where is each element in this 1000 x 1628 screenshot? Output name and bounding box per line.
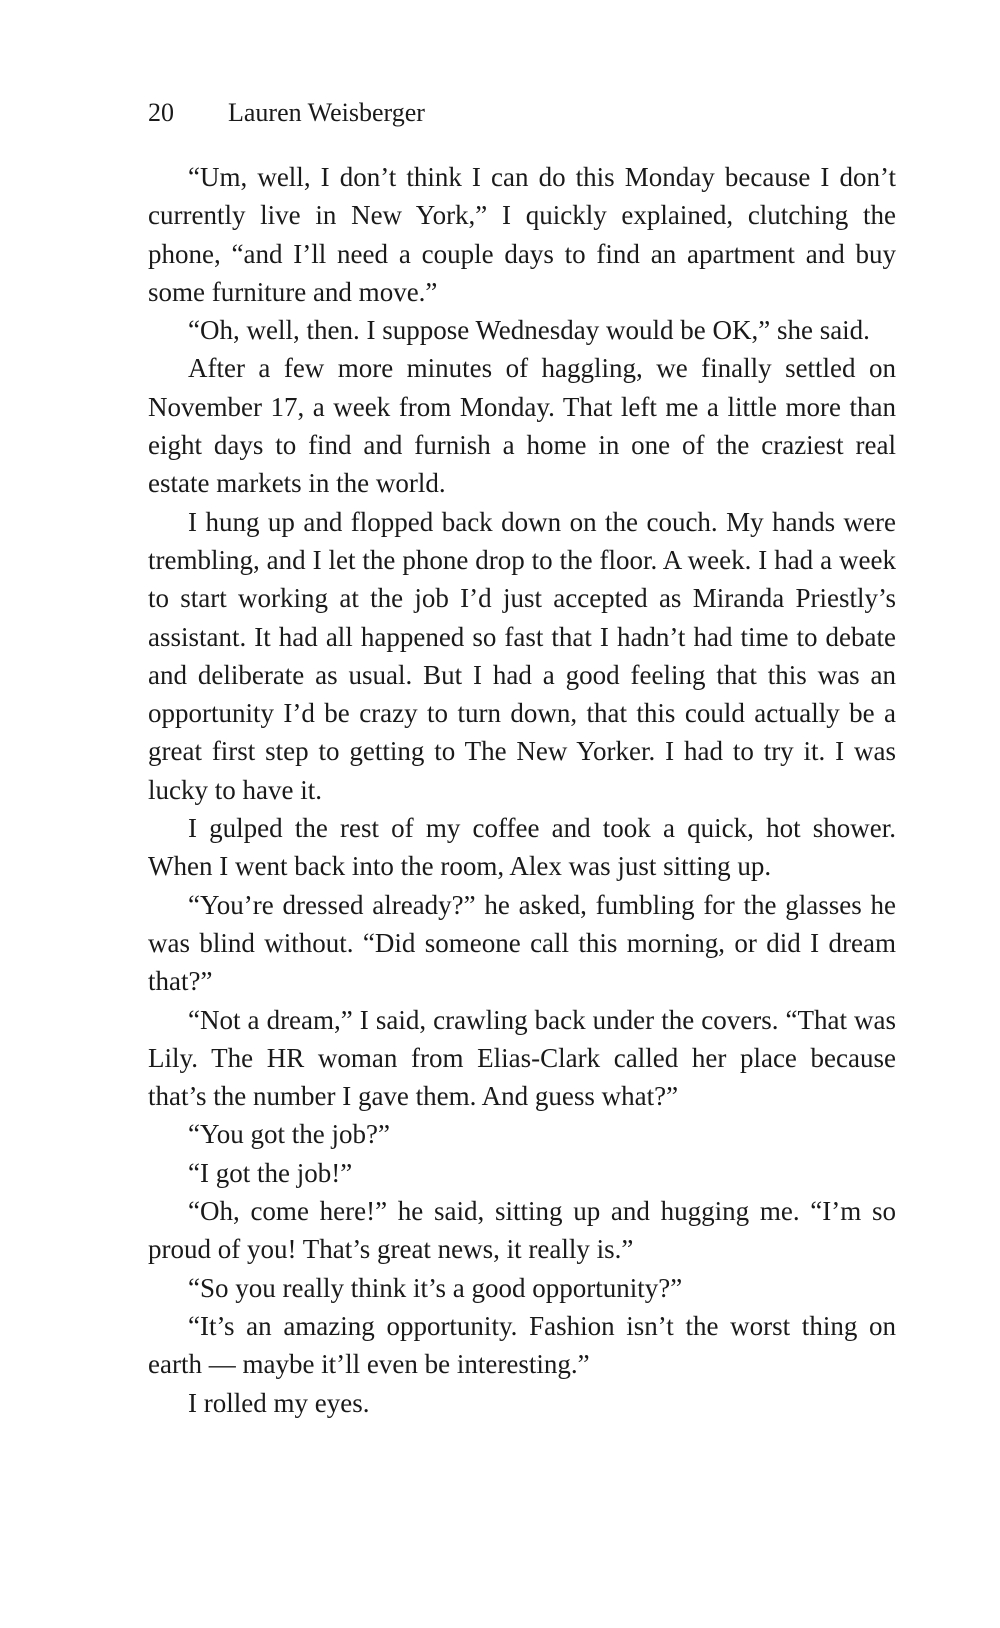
running-head: [148, 96, 425, 130]
paragraph: “You’re dressed already?” he asked, fumbling for the glasses he was blind without. “Did someone call this morning, or did I dream that?”: [148, 889, 896, 997]
paragraph: “Um, well, I don’t think I can do this Monday because I don’t currently live in New York,” I quickly explained, clutching the phone, “and I’ll need a couple days to find an apartment and buy some furniture and move.”: [148, 162, 896, 307]
body-text: [148, 158, 896, 1422]
paragraph: I hung up and flopped back down on the couch. My hands were trembling, and I let the phone drop to the floor. A week. I had a week to start working at the job I’d just accepted as Miranda Priestly’s assistant. It had all happened so fast that I hadn’t had time to debate and deliberate as usual. But I had a good feeling that this was an opportunity I’d be crazy to turn down, that this could actually be a great first step to getting to The New Yorker. I had to try it. I was lucky to have it.: [148, 506, 896, 805]
paragraph: “You got the job?”: [188, 1119, 390, 1150]
paragraph: I rolled my eyes.: [188, 1387, 370, 1418]
paragraph: “Oh, well, then. I suppose Wednesday would be OK,” she said.: [188, 315, 870, 346]
paragraph: “So you really think it’s a good opportunity?”: [188, 1272, 683, 1303]
page-number: 20: [148, 98, 174, 127]
author-name: Lauren Weisberger: [228, 98, 425, 127]
paragraph: I gulped the rest of my coffee and took a quick, hot shower. When I went back into the room, Alex was just sitting up.: [148, 813, 896, 882]
paragraph: “It’s an amazing opportunity. Fashion isn’t the worst thing on earth — maybe it’ll even be interesting.”: [148, 1310, 896, 1380]
paragraph: After a few more minutes of haggling, we finally settled on November 17, a week from Monday. That left me a little more than eight days to find and furnish a home in one of the craziest real estate markets in the world.: [148, 353, 896, 499]
paragraph: “Oh, come here!” he said, sitting up and hugging me. “I’m so proud of you! That’s great news, it really is.”: [148, 1196, 896, 1265]
paragraph: “I got the job!”: [188, 1157, 353, 1188]
paragraph: “Not a dream,” I said, crawling back under the covers. “That was Lily. The HR woman from Elias-Clark called her place because that’s the number I gave them. And guess what?”: [148, 1004, 896, 1112]
